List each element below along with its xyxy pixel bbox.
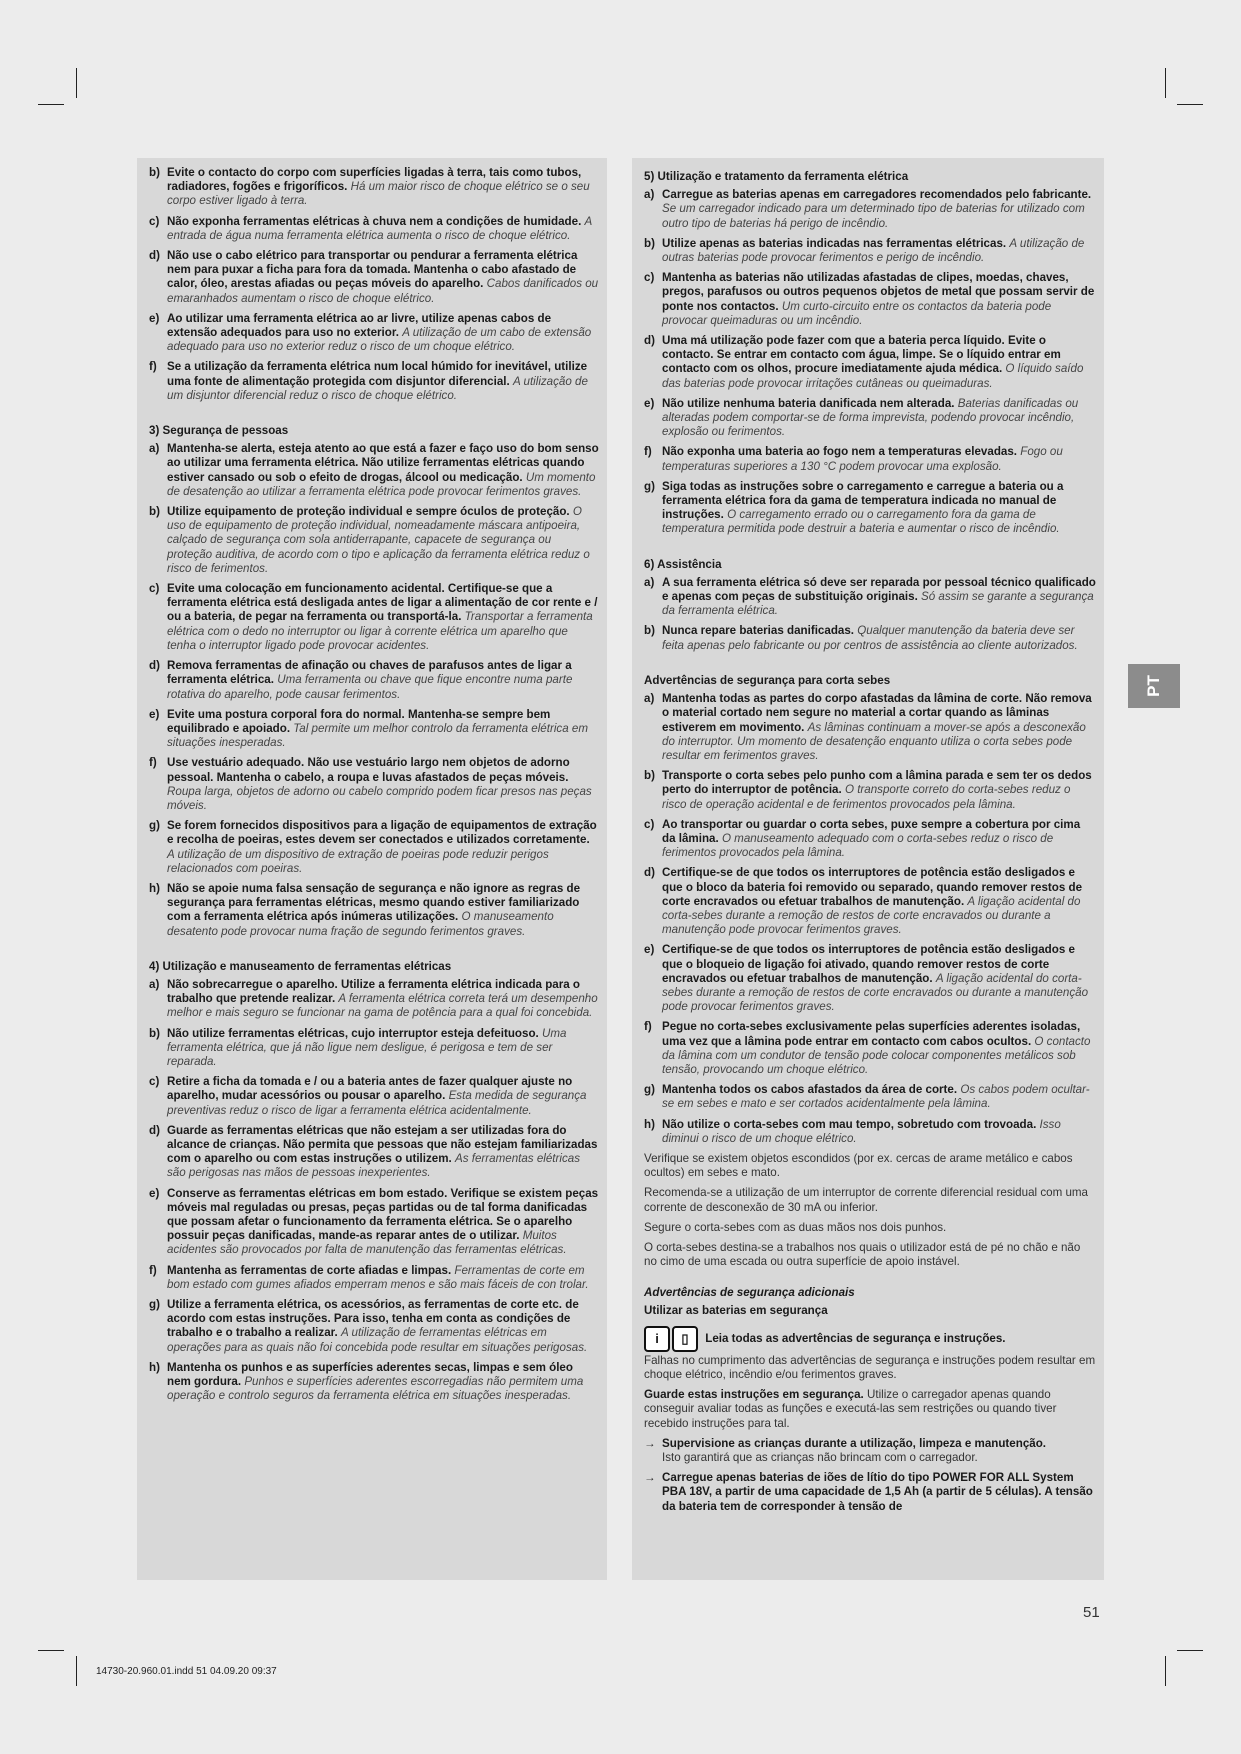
item-italic-text: Uma ferramenta elétrica, que já não ligue nem desligue, é perigosa e tem de ser reparada. — [167, 1026, 567, 1068]
item-bold-text: Mantenha as baterias não utilizadas afastadas de clipes, moedas, chaves, pregos, parafusos ou outros pequenos objetos de metal que possam servir de ponte nos contactos. — [662, 271, 1095, 313]
items-list-2-continued — [149, 166, 599, 403]
language-tab — [1128, 664, 1180, 708]
print-footer: 14730-20.960.01.indd 51 04.09.20 09:37 — [96, 1666, 277, 1677]
item-body — [167, 1298, 599, 1355]
item-label: e) — [644, 943, 655, 957]
item-body — [662, 334, 1096, 391]
item-bold-text: Não se apoie numa falsa sensação de segurança e não ignore as regras de segurança para ferramentas elétricas, mesmo quando estiver familiarizado com a ferramenta elétrica após inúmeras utilizações. — [167, 881, 581, 924]
list-item — [149, 215, 599, 243]
item-label: e) — [149, 311, 160, 325]
item-label: b) — [644, 769, 655, 783]
items-list-3 — [149, 442, 599, 939]
item-italic-text: Isso diminui o risco de um choque elétrico. — [662, 1117, 1061, 1145]
list-item — [644, 1118, 1096, 1146]
item-italic-text: Ferramentas de corte em bom estado com gumes afiados emperram menos e são mais fáceis de con trolar. — [167, 1263, 589, 1291]
item-bold-text: Use vestuário adequado. Não use vestuário largo nem objetos de adorno pessoal. Mantenha o cabelo, a roupa e luvas afastados de peças móveis. — [167, 756, 570, 784]
plain-paragraphs — [644, 1152, 1096, 1269]
item-italic-text: Roupa larga, objetos de adorno ou cabelo comprido podem ficar presos nas peças móveis. — [167, 784, 592, 812]
left-column — [137, 158, 607, 1580]
arrow-body — [662, 1471, 1096, 1514]
item-italic-text: Punhos e superfícies aderentes escorregadias não permitem uma operação e controlo seguros da ferramenta elétrica em situações inesperadas. — [167, 1375, 584, 1403]
list-item — [644, 818, 1096, 861]
item-body — [167, 360, 599, 403]
language-tab-label: PT — [1143, 675, 1163, 697]
read-all-line — [644, 1326, 1096, 1352]
warning-icons — [644, 1326, 698, 1352]
list-item — [644, 1020, 1096, 1077]
item-bold-text: Mantenha as ferramentas de corte afiadas e limpas. — [167, 1263, 452, 1277]
item-label: e) — [149, 1186, 160, 1200]
crop-mark — [1177, 1650, 1203, 1651]
item-italic-text: A entrada de água numa ferramenta elétrica aumenta o risco de choque elétrico. — [167, 214, 592, 242]
item-body — [662, 769, 1096, 812]
item-body — [167, 1361, 599, 1404]
crop-mark — [38, 1650, 64, 1651]
item-italic-text: Se um carregador indicado para um determinado tipo de baterias for utilizado com outro tipo de baterias há perigo de incêndio. — [662, 202, 1085, 230]
item-italic-text: Os cabos podem ocultar-se em sebes e mato e ser cortados acidentalmente pela lâmina. — [662, 1083, 1090, 1111]
item-bold-text: Uma má utilização pode fazer com que a bateria perca líquido. Evite o contacto. Se entrar em contacto com água, limpe. Se o líquido entrar em contacto com os olhos, procure imediatamente ajuda médica. — [662, 334, 1061, 376]
list-item — [644, 188, 1096, 231]
item-italic-text: Esta medida de segurança preventivas reduz o risco de ligar a ferramenta elétrica acidentalmente. — [167, 1089, 587, 1117]
list-item — [644, 692, 1096, 763]
item-bold-text: Conserve as ferramentas elétricas em bom estado. Verifique se existem peças móveis mal reguladas ou presas, peças partidas ou de tal forma danificadas que possam afetar o funcionamento da ferramenta elétrica. Se o aparelho possuir peças danificadas, mande-as reparar antes de o utilizar. — [167, 1186, 599, 1243]
item-italic-text: Cabos danificados ou emaranhados aumentam o risco de choque elétrico. — [167, 277, 599, 305]
item-body — [662, 624, 1096, 652]
item-label: b) — [644, 236, 655, 250]
item-italic-text: A ferramenta elétrica correta terá um desempenho melhor e mais seguro se funcionar na gama de potência para a qual foi concebida. — [167, 992, 598, 1020]
item-italic-text: A ligação acidental do corta-sebes durante a remoção de restos de corte encravados ou durante a manutenção pode provocar ferimentos graves. — [662, 971, 1089, 1014]
item-label: h) — [149, 881, 160, 895]
item-bold-text: A sua ferramenta elétrica só deve ser reparada por pessoal técnico qualificado e apenas com peças de substituição originais. — [662, 575, 1096, 604]
item-label: h) — [644, 1117, 655, 1131]
item-label: h) — [149, 1360, 160, 1374]
arrow-bold-text: Supervisione as crianças durante a utilização, limpeza e manutenção. — [662, 1436, 1047, 1450]
keep-bold: Guarde estas instruções em segurança. — [644, 1388, 864, 1402]
list-item — [149, 659, 599, 702]
item-body — [167, 978, 599, 1021]
item-bold-text: Remova ferramentas de afinação ou chaves de parafusos antes de ligar a ferramenta elétrica. — [167, 659, 572, 687]
item-bold-text: Nunca repare baterias danificadas. — [662, 624, 855, 638]
item-body — [662, 1083, 1096, 1111]
item-label: b) — [644, 624, 655, 638]
item-bold-text: Certifique-se de que todos os interruptores de potência estão desligados e que o bloco da bateria foi removido ou separado, quando remover restos de corte encravados ou efetuar trabalhos de manutenção. — [662, 866, 1083, 908]
item-label: b) — [149, 1026, 160, 1040]
item-label: a) — [149, 977, 160, 991]
item-body — [167, 505, 599, 576]
item-body — [662, 188, 1096, 231]
crop-mark — [1177, 104, 1203, 105]
items-list-hedge — [644, 692, 1096, 1146]
item-italic-text: As lâminas continuam a mover-se após a desconexão do interruptor. Um momento de desatenção enquanto utiliza o corta sebes pode resultar em ferimentos graves. — [662, 720, 1086, 762]
item-italic-text: A utilização de um dispositivo de extração de poeiras pode reduzir perigos relacionados com poeiras. — [167, 847, 549, 875]
item-bold-text: Mantenha todas as partes do corpo afastadas da lâmina de corte. Não remova o material cortado nem segure no material a cortar quando as lâminas estiverem em movimento. — [662, 692, 1092, 734]
list-item — [644, 480, 1096, 537]
item-label: d) — [644, 334, 655, 348]
item-bold-text: Evite o contacto do corpo com superfícies ligadas à terra, tais como tubos, radiadores, fogões e frigoríficos. — [167, 166, 582, 194]
item-body — [662, 1020, 1096, 1077]
item-body — [167, 659, 599, 702]
list-item — [644, 866, 1096, 937]
item-body — [662, 271, 1096, 328]
item-body — [662, 445, 1096, 473]
page-number: 51 — [1083, 1604, 1100, 1621]
item-body — [662, 1118, 1096, 1146]
item-bold-text: Certifique-se de que todos os interruptores de potência estão desligados e que o bloqueio de ligação foi ativado, quando remover restos de corte encravados ou efetuar trabalhos de manutenção. — [662, 943, 1075, 985]
read-manual-icon: i — [644, 1326, 670, 1352]
item-bold-text: Não exponha ferramentas elétricas à chuva nem a condições de humidade. — [167, 214, 582, 228]
plain-paragraph: Segure o corta-sebes com as duas mãos nos dois punhos. — [644, 1220, 947, 1234]
list-item — [149, 1361, 599, 1404]
item-label: d) — [149, 249, 160, 263]
crop-mark — [1165, 68, 1166, 98]
item-bold-text: Não use o cabo elétrico para transportar ou pendurar a ferramenta elétrica nem para puxar a ficha para fora da tomada. Mantenha o cabo afastado de calor, óleo, arestas afiadas ou peças móveis do aparelho. — [167, 249, 578, 291]
item-body — [662, 818, 1096, 861]
list-item — [644, 1083, 1096, 1111]
list-item — [644, 769, 1096, 812]
arrow-item — [644, 1437, 1096, 1465]
item-label: a) — [644, 692, 655, 706]
item-italic-text: A utilização de um cabo de extensão adequado para uso no exterior reduz o risco de um choque elétrico. — [167, 326, 592, 354]
item-body — [662, 943, 1096, 1014]
item-bold-text: Utilize apenas as baterias indicadas nas ferramentas elétricas. — [662, 236, 1007, 250]
item-bold-text: Evite uma colocação em funcionamento acidental. Certifique-se que a ferramenta elétrica está desligada antes de ligar a alimentação de cor rente e / ou a bateria, de pegar na ferramenta ou transportá-la. — [167, 582, 598, 624]
item-italic-text: O carregamento errado ou o carregamento fora da gama de temperatura permitida pode destruir a bateria e aumentar o risco de incêndio. — [662, 508, 1060, 536]
item-label: g) — [149, 819, 160, 833]
item-italic-text: Um momento de desatenção ao utilizar a ferramenta elétrica pode provocar ferimentos graves. — [167, 470, 596, 498]
arrow-icon: → — [644, 1471, 656, 1485]
additional-warnings-title: Advertências de segurança adicionais — [644, 1286, 855, 1300]
item-italic-text: Qualquer manutenção da bateria deve ser feita apenas pelo fabricante ou por centros de assistência ao cliente autorizados. — [662, 624, 1078, 652]
item-body — [167, 1264, 599, 1292]
item-italic-text: O manuseamento desatento pode provocar numa fração de segundo ferimentos graves. — [167, 910, 554, 938]
item-label: d) — [644, 866, 655, 880]
item-body — [167, 756, 599, 813]
list-item — [644, 445, 1096, 473]
item-label: a) — [149, 442, 160, 456]
list-item — [149, 312, 599, 355]
list-item — [149, 1187, 599, 1258]
item-body — [167, 249, 599, 306]
section-4-title: 4) Utilização e manuseamento de ferramentas elétricas — [149, 959, 452, 973]
battery-subtitle: Utilizar as baterias em segurança — [644, 1303, 828, 1317]
section-3-title: 3) Segurança de pessoas — [149, 424, 289, 438]
item-italic-text: Tal permite um melhor controlo da ferramenta elétrica em situações inesperadas. — [167, 721, 588, 750]
items-list-6 — [644, 576, 1096, 653]
list-item — [644, 576, 1096, 619]
hedge-safety-title: Advertências de segurança para corta sebes — [644, 673, 891, 687]
item-body — [167, 312, 599, 355]
item-label: g) — [644, 479, 655, 493]
item-body — [167, 1075, 599, 1118]
item-body — [167, 582, 599, 653]
arrow-item — [644, 1471, 1096, 1514]
item-italic-text: Transportar a ferramenta elétrica com o dedo no interruptor ou ligar à corrente elétrica um aparelho que tenha o interruptor ligado pode provocar acidentes. — [167, 610, 593, 652]
item-italic-text: Um curto-circuito entre os contactos da bateria pode provocar queimaduras ou um incêndio. — [662, 299, 1052, 327]
item-body — [662, 692, 1096, 763]
list-item — [149, 1027, 599, 1070]
item-body — [167, 215, 599, 243]
plain-paragraph: O corta-sebes destina-se a trabalhos nos quais o utilizador está de pé no chão e não no cimo de uma escada ou outra superfície de apoio instável. — [644, 1241, 1081, 1269]
item-bold-text: Mantenha os punhos e as superfícies aderentes secas, limpas e sem óleo nem gordura. — [167, 1360, 573, 1389]
item-label: c) — [644, 271, 655, 285]
arrow-bold-text: Carregue apenas baterias de iões de lítio do tipo POWER FOR ALL System PBA 18V, a partir de uma capacidade de 1,5 Ah (a partir de 5 células). A tensão da bateria tem de corresponder à tensão de — [662, 1471, 1093, 1513]
item-bold-text: Se a utilização da ferramenta elétrica num local húmido for inevitável, utilize uma fonte de alimentação protegida com disjuntor diferencial. — [167, 360, 588, 388]
item-label: b) — [149, 166, 160, 179]
item-italic-text: Fogo ou temperaturas superiores a 130 °C podem provocar uma explosão. — [662, 445, 1063, 473]
item-bold-text: Não utilize ferramentas elétricas, cujo interruptor esteja defeituoso. — [167, 1026, 539, 1040]
plain-paragraph: Verifique se existem objetos escondidos (por ex. cercas de arame metálico e cabos ocultos) em sebes e mato. — [644, 1151, 1073, 1180]
item-label: f) — [644, 445, 652, 459]
item-bold-text: Não utilize nenhuma bateria danificada nem alterada. — [662, 396, 955, 410]
keep-instructions — [644, 1388, 1096, 1431]
item-bold-text: Utilize equipamento de proteção individual e sempre óculos de proteção. — [167, 505, 570, 519]
list-item — [149, 582, 599, 653]
item-bold-text: Pegue no corta-sebes exclusivamente pelas superfícies aderentes isoladas, uma vez que a lâmina pode entrar em contacto com cabos ocultos. — [662, 1020, 1081, 1048]
list-item — [149, 1124, 599, 1181]
read-all-bold: Leia todas as advertências de segurança e instruções. — [705, 1331, 1006, 1345]
item-italic-text: As ferramentas elétricas são perigosas nas mãos de pessoas inexperientes. — [167, 1152, 581, 1180]
list-item — [149, 442, 599, 499]
list-item — [149, 708, 599, 751]
item-bold-text: Ao transportar ou guardar o corta sebes, puxe sempre a cobertura por cima da lâmina. — [662, 817, 1081, 845]
item-body — [167, 1124, 599, 1181]
list-item — [149, 882, 599, 939]
item-italic-text: A ligação acidental do corta-sebes durante a remoção de restos de corte encravados ou durante a manutenção pode provocar ferimentos graves. — [662, 894, 1081, 937]
item-bold-text: Não exponha uma bateria ao fogo nem a temperaturas elevadas. — [662, 445, 1018, 459]
item-label: e) — [644, 396, 655, 410]
item-body — [662, 237, 1096, 265]
item-label: f) — [149, 756, 157, 770]
list-item — [149, 756, 599, 813]
items-list-4 — [149, 978, 599, 1403]
item-label: f) — [149, 1263, 157, 1277]
items-list-5 — [644, 188, 1096, 536]
item-italic-text: O manuseamento adequado com o corta-sebes reduz o risco de ferimentos provocados pela lâmina. — [662, 831, 1054, 860]
item-bold-text: Retire a ficha da tomada e / ou a bateria antes de fazer qualquer ajuste no aparelho, mudar acessórios ou pousar o aparelho. — [167, 1075, 573, 1103]
item-bold-text: Não utilize o corta-sebes com mau tempo, sobretudo com trovoada. — [662, 1117, 1037, 1131]
item-body — [662, 576, 1096, 619]
item-label: d) — [149, 659, 160, 673]
item-label: c) — [149, 582, 160, 596]
item-bold-text: Não sobrecarregue o aparelho. Utilize a ferramenta elétrica indicada para o trabalho que pretende realizar. — [167, 977, 581, 1006]
item-body — [662, 866, 1096, 937]
item-italic-text: Muitos acidentes são provocados por falta de manutenção das ferramentas elétricas. — [167, 1229, 567, 1257]
crop-mark — [38, 104, 64, 105]
item-bold-text: Utilize a ferramenta elétrica, os acessórios, as ferramentas de corte etc. de acordo com estas instruções. Para isso, tenha em conta as condições de trabalho e o trabalho a realizar. — [167, 1298, 579, 1340]
book-icon: ▯ — [672, 1326, 698, 1352]
item-bold-text: Evite uma postura corporal fora do normal. Mantenha-se sempre bem equilibrado e apoiado. — [167, 707, 551, 735]
keep-text: Utilize o carregador apenas quando conseguir avaliar todas as funções e executá-las sem restrições ou quando tiver recebido instruções para tal. — [644, 1388, 1057, 1430]
item-label: f) — [149, 360, 157, 374]
plain-paragraph: Recomenda-se a utilização de um interruptor de corrente diferencial residual com uma corrente de desconexão de 30 mA ou inferior. — [644, 1186, 1089, 1214]
list-item — [644, 237, 1096, 265]
section-6-title: 6) Assistência — [644, 557, 722, 571]
item-label: f) — [644, 1020, 652, 1034]
read-all-text: Falhas no cumprimento das advertências de segurança e instruções podem resultar em choque elétrico, incêndio e/ou ferimentos graves. — [644, 1353, 1096, 1382]
crop-mark — [76, 1656, 77, 1686]
item-label: a) — [644, 188, 655, 202]
arrow-text: Isto garantirá que as crianças não brincam com o carregador. — [662, 1451, 978, 1465]
item-italic-text: Há um maior risco de choque elétrico se o seu corpo estiver ligado à terra. — [167, 180, 590, 208]
item-bold-text: Carregue as baterias apenas em carregadores recomendados pelo fabricante. — [662, 188, 1092, 202]
arrow-icon: → — [644, 1436, 656, 1450]
item-bold-text: Ao utilizar uma ferramenta elétrica ao ar livre, utilize apenas cabos de extensão adequados para uso no exterior. — [167, 311, 552, 340]
item-bold-text: Siga todas as instruções sobre o carregamento e carregue a bateria ou a ferramenta elétrica fora da gama de temperatura indicada no manual de instruções. — [662, 479, 1064, 522]
list-item — [644, 397, 1096, 440]
list-item — [149, 1298, 599, 1355]
section-5-title: 5) Utilização e tratamento da ferramenta elétrica — [644, 170, 909, 183]
list-item — [644, 334, 1096, 391]
item-italic-text: Só assim se garante a segurança da ferramenta elétrica. — [662, 590, 1094, 618]
list-item — [644, 271, 1096, 328]
item-label: a) — [644, 575, 655, 589]
list-item — [149, 819, 599, 876]
item-body — [167, 442, 599, 499]
crop-mark — [76, 68, 77, 98]
item-italic-text: Uma ferramenta ou chave que fique encontre numa parte rotativa do aparelho, pode causar ferimentos. — [167, 673, 573, 701]
item-italic-text: O líquido saído das baterias pode provocar irritações cutâneas ou queimaduras. — [662, 362, 1084, 390]
item-italic-text: A utilização de outras baterias pode provocar ferimentos e perigo de incêndio. — [662, 236, 1085, 265]
item-bold-text: Se forem fornecidos dispositivos para a ligação de equipamentos de extração e recolha de poeiras, estes devem ser conectados e utilizados corretamente. — [167, 819, 597, 847]
list-item — [149, 360, 599, 403]
list-item — [149, 166, 599, 209]
list-item — [149, 1264, 599, 1292]
item-label: g) — [644, 1083, 655, 1097]
item-label: c) — [644, 817, 655, 831]
list-item — [149, 249, 599, 306]
list-item — [149, 978, 599, 1021]
list-item — [644, 624, 1096, 652]
item-body — [662, 397, 1096, 440]
item-italic-text: A utilização de um disjuntor diferencial reduz o risco de choque elétrico. — [167, 374, 588, 402]
item-bold-text: Mantenha todos os cabos afastados da área de corte. — [662, 1083, 958, 1097]
item-italic-text: O contacto da lâmina com um condutor de tensão pode colocar componentes metálicos sob tensão, provocando um choque elétrico. — [662, 1034, 1091, 1076]
item-label: b) — [149, 505, 160, 519]
list-item — [149, 505, 599, 576]
item-italic-text: Baterias danificadas ou alteradas podem comportar-se de forma imprevista, podendo provocar incêndio, explosão ou ferimentos. — [662, 396, 1079, 439]
crop-mark — [1165, 1656, 1166, 1686]
item-body — [662, 480, 1096, 537]
list-item — [644, 943, 1096, 1014]
item-label: g) — [149, 1298, 160, 1312]
arrow-body — [662, 1437, 1096, 1465]
item-bold-text: Mantenha-se alerta, esteja atento ao que está a fazer e faço uso do bom senso ao utilizar uma ferramenta elétrica. Não utilize ferramentas elétricas quando estiver cansado ou sob o efeito de drogas, álcool ou medicação. — [167, 442, 599, 484]
right-column — [632, 158, 1104, 1580]
list-item — [149, 1075, 599, 1118]
item-bold-text: Guarde as ferramentas elétricas que não estejam a ser utilizadas fora do alcance de crianças. Não permita que pessoas que não estejam familiarizadas com o aparelho ou com estas instruções o utilizem. — [167, 1123, 598, 1166]
item-body — [167, 882, 599, 939]
item-italic-text: A utilização de ferramentas elétricas em operações para as quais não foi concebida pode resultar em situações perigosas. — [167, 1326, 588, 1354]
item-body — [167, 1187, 599, 1258]
item-label: c) — [149, 1075, 160, 1089]
item-label: c) — [149, 214, 160, 228]
item-italic-text: O uso de equipamento de proteção individual, nomeadamente máscara antipoeira, calçado de segurança com sola antiderrapante, capacete de segurança ou proteção auditiva, de acordo com o tipo e aplicação da ferramenta elétrica reduz o risco de ferimentos. — [167, 505, 590, 575]
item-label: d) — [149, 1123, 160, 1137]
item-body — [167, 166, 599, 209]
item-body — [167, 819, 599, 876]
item-label: e) — [149, 707, 160, 721]
item-body — [167, 1027, 599, 1070]
item-italic-text: O transporte correto do corta-sebes reduz o risco de operação acidental e de ferimentos provocados pela lâmina. — [662, 783, 1071, 811]
item-bold-text: Transporte o corta sebes pelo punho com a lâmina parada e sem ter os dedos perto do interruptor de potência. — [662, 769, 1092, 797]
arrow-list — [644, 1437, 1096, 1514]
item-body — [167, 708, 599, 751]
